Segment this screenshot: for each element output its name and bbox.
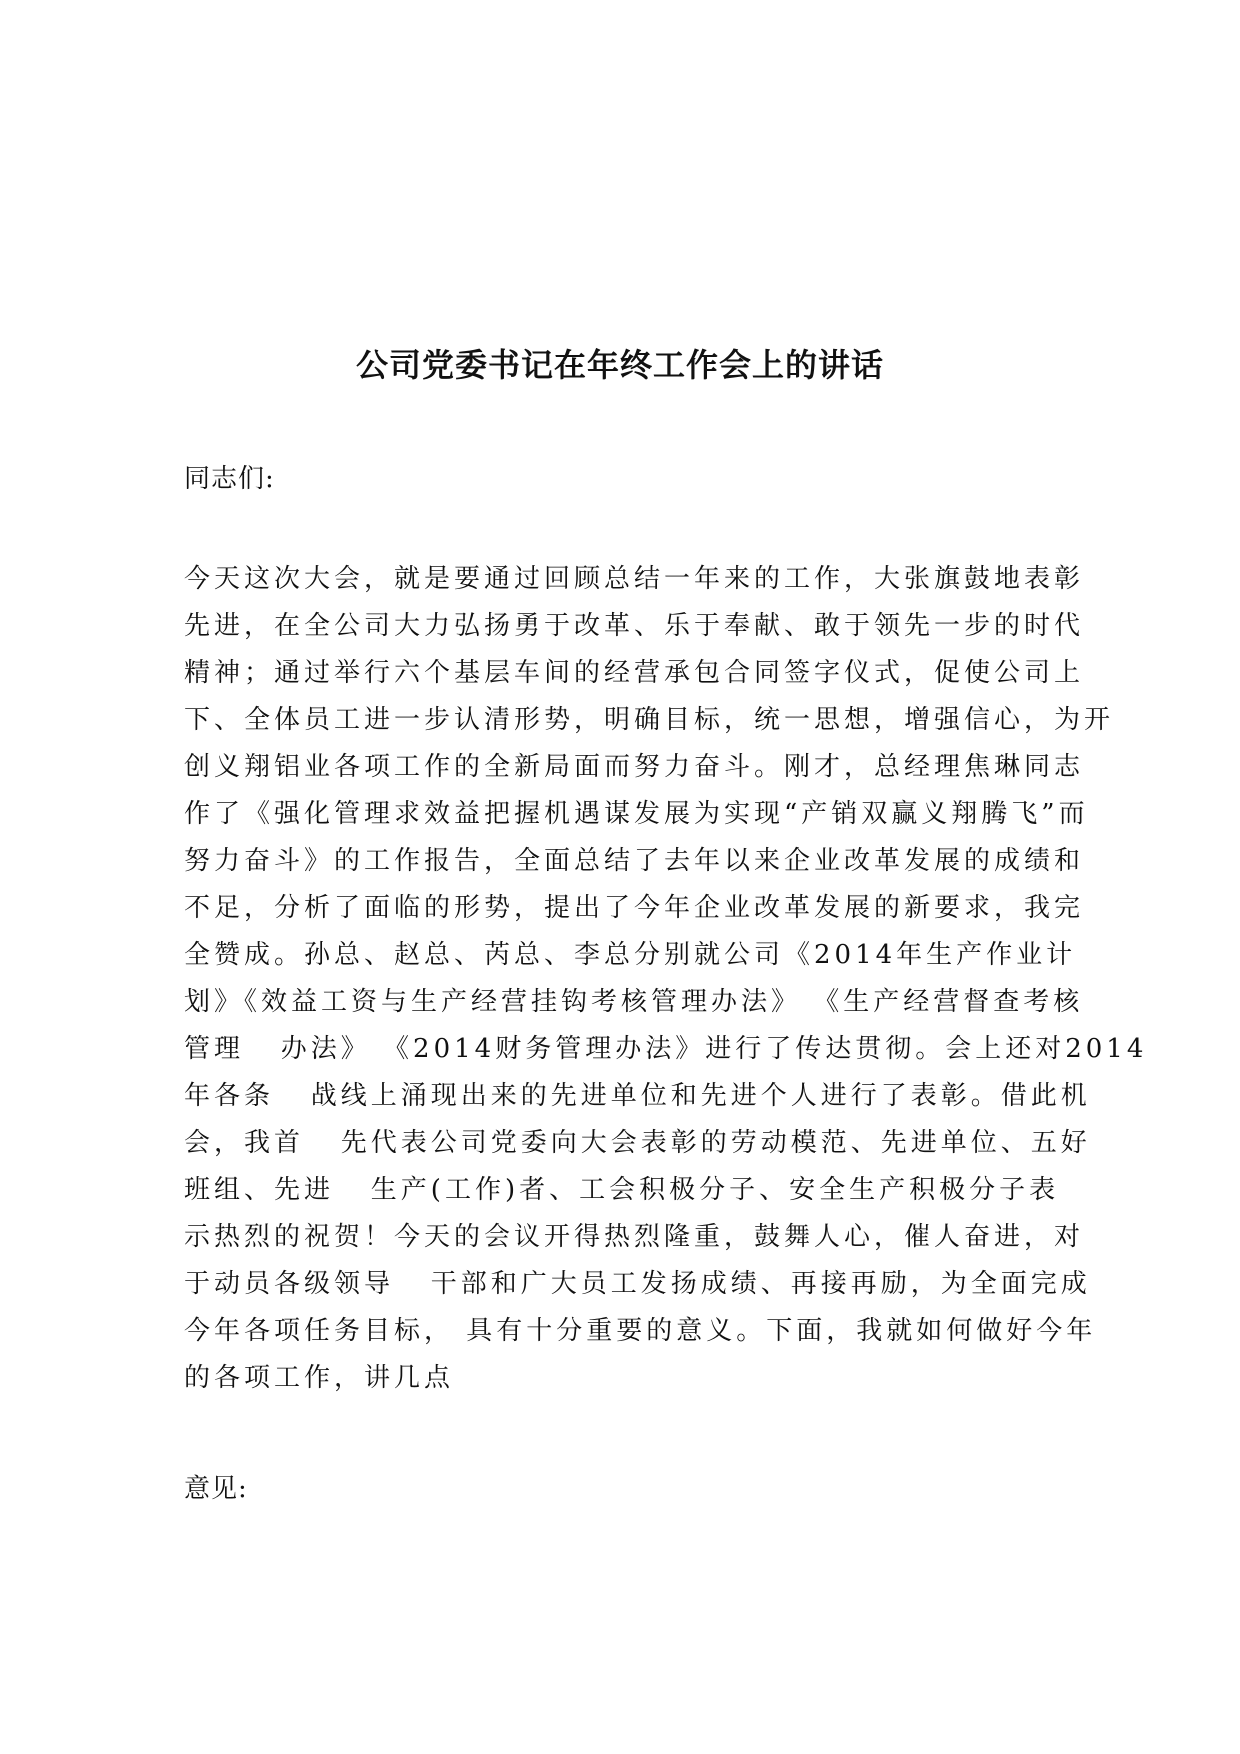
body-line: 努力奋斗》的工作报告，全面总结了去年以来企业改革发展的成绩和 bbox=[184, 846, 1085, 876]
closing-text: 意见: bbox=[184, 1474, 248, 1504]
body-line: 于动员各级领导 干部和广大员工发扬成绩、再接再励，为全面完成 bbox=[184, 1269, 1091, 1299]
body-line: 作了《强化管理求效益把握机遇谋发展为实现“产销双赢义翔腾飞”而 bbox=[184, 799, 1089, 829]
body-line: 全赞成。孙总、赵总、芮总、李总分别就公司《2014年生产作业计 bbox=[184, 940, 1077, 970]
salutation: 同志们: bbox=[184, 464, 275, 494]
body-line: 会，我首 先代表公司党委向大会表彰的劳动模范、先进单位、五好 bbox=[184, 1128, 1091, 1158]
body-line: 先进，在全公司大力弘扬勇于改革、乐于奉献、敢于领先一步的时代 bbox=[184, 611, 1085, 641]
body-line: 今天这次大会，就是要通过回顾总结一年来的工作，大张旗鼓地表彰 bbox=[184, 564, 1085, 594]
body-line: 下、全体员工进一步认清形势，明确目标，统一思想，增强信心，为开 bbox=[184, 705, 1115, 735]
body-line: 今年各项任务目标， 具有十分重要的意义。下面，我就如何做好今年 bbox=[184, 1316, 1097, 1346]
body-line: 划》《效益工资与生产经营挂钩考核管理办法》 《生产经营督查考核 bbox=[184, 987, 1084, 1017]
body-line: 不足，分析了面临的形势，提出了今年企业改革发展的新要求，我完 bbox=[184, 893, 1085, 923]
body-line: 班组、先进 生产(工作)者、工会积极分子、安全生产积极分子表 bbox=[184, 1175, 1060, 1205]
body-line: 管理 办法》 《2014财务管理办法》进行了传达贯彻。会上还对2014 bbox=[184, 1034, 1148, 1064]
body-paragraph bbox=[184, 556, 1148, 1402]
body-line: 年各条 战线上涌现出来的先进单位和先进个人进行了表彰。借此机 bbox=[184, 1081, 1091, 1111]
body-line: 精神；通过举行六个基层车间的经营承包合同签字仪式，促使公司上 bbox=[184, 658, 1085, 688]
body-line: 的各项工作，讲几点 bbox=[184, 1363, 455, 1393]
body-line: 创义翔铝业各项工作的全新局面而努力奋斗。刚才，总经理焦琳同志 bbox=[184, 752, 1085, 782]
document-title: 公司党委书记在年终工作会上的讲话 bbox=[355, 346, 884, 384]
body-line: 示热烈的祝贺！今天的会议开得热烈隆重，鼓舞人心，催人奋进，对 bbox=[184, 1222, 1085, 1252]
